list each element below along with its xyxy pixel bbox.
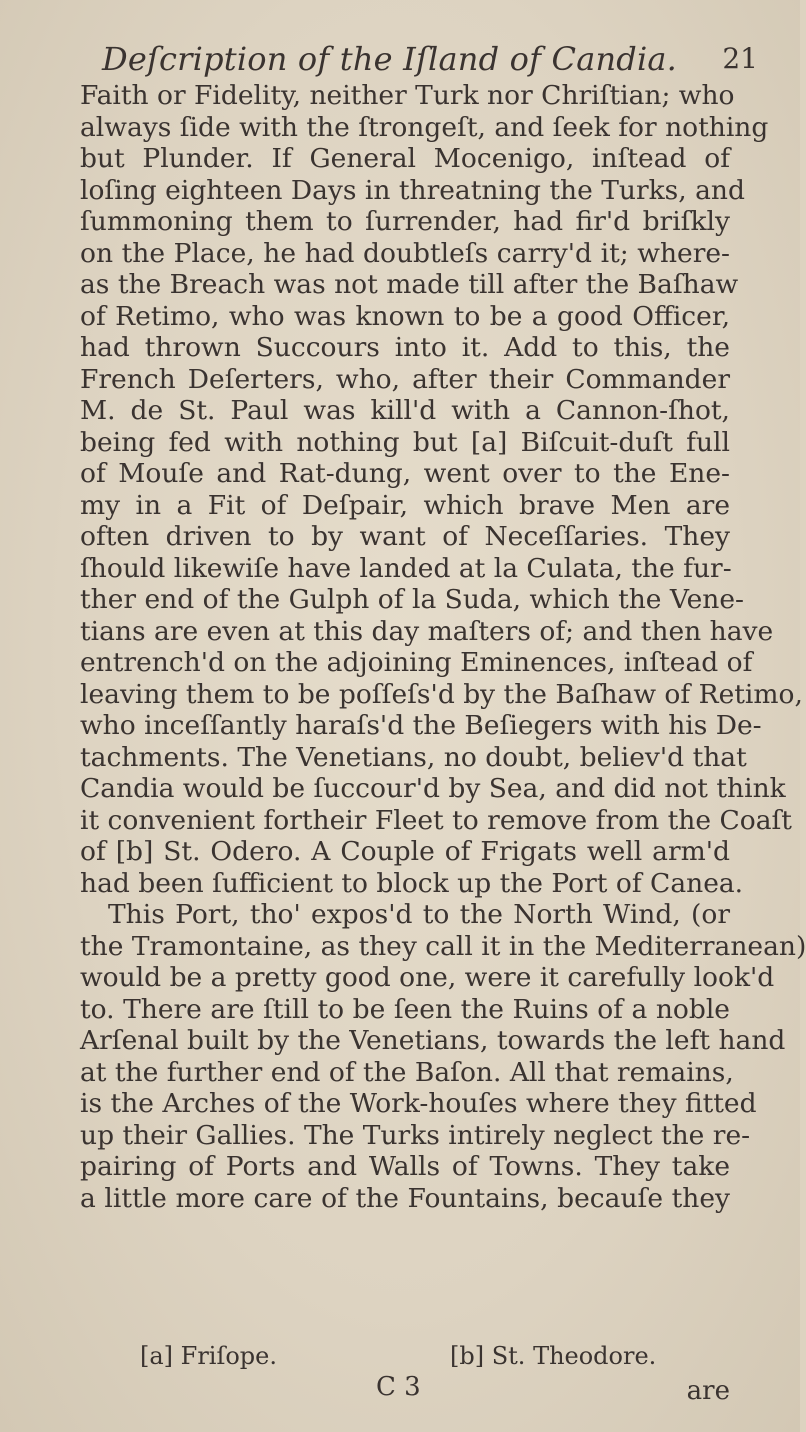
text-line: of Mouſe and Rat-dung, went over to the Ene- (80, 458, 730, 489)
text-line: often driven to by want of Neceſſaries. They (80, 521, 730, 552)
text-line: but Plunder. If General Mocenigo, inſtead of (80, 143, 730, 174)
text-line: of [b] St. Odero. A Couple of Frigats well arm'd (80, 836, 730, 867)
text-line: French Deſerters, who, after their Commander (80, 363, 730, 395)
text-line: ſummoning them to ſurrender, had fir'd briſkly (80, 206, 730, 237)
text-line: up their Gallies. The Turks intirely neglect the re- (80, 1119, 751, 1151)
text-line: as the Breach was not made till after the Baſhaw (80, 269, 739, 300)
signature-mark: C 3 (376, 1372, 421, 1402)
text-line: M. de St. Paul was kill'd with a Cannon-ſhot, (80, 395, 730, 426)
text-line: a little more care of the Fountains, becauſe they (80, 1182, 730, 1214)
text-line: ſhould likewiſe have landed at la Culata, the fur- (80, 552, 732, 584)
footnote-b: [b] St. Theodore. (450, 1342, 657, 1370)
text-line: This Port, tho' expos'd to the North Wind, (or (108, 899, 730, 930)
page-number: 21 (722, 42, 758, 75)
text-line: tians are even at this day maſters of; and then have (80, 615, 774, 647)
text-line: Arſenal built by the Venetians, towards the left hand (80, 1025, 786, 1056)
text-line: on the Place, he had doubtleſs carry'd it; where- (80, 237, 730, 269)
text-line: pairing of Ports and Walls of Towns. They take (80, 1151, 730, 1182)
running-title: Deſcription of the Iſland of Candia. (102, 40, 678, 78)
body-text (80, 80, 806, 1214)
text-line: had thrown Succours into it. Add to this, the (80, 332, 730, 363)
text-line: Candia would be ſuccour'd by Sea, and did not think (80, 773, 786, 804)
text-line: to. There are ſtill to be ſeen the Ruins of a noble (80, 993, 730, 1025)
text-line: my in a Fit of Deſpair, which brave Men are (80, 489, 730, 521)
text-line: it convenient fortheir Fleet to remove from the Coaſt (80, 804, 792, 836)
running-head (80, 40, 764, 84)
footnotes (140, 1342, 740, 1406)
text-line: would be a pretty good one, were it carefully look'd (80, 962, 775, 993)
text-line: at the further end of the Baſon. All that remains, (80, 1056, 734, 1088)
text-line: who inceſſantly haraſs'd the Beſiegers with his De- (80, 710, 762, 741)
text-line: Faith or Fidelity, neither Turk nor Chriſtian; who (80, 80, 735, 111)
text-line: tachments. The Venetians, no doubt, believ'd that (80, 741, 747, 773)
text-line: ther end of the Gulph of la Suda, which the Vene- (80, 584, 744, 615)
text-line: loſing eighteen Days in threatning the Turks, and (80, 174, 745, 206)
text-line: the Tramontaine, as they call it in the Mediterranean) (80, 930, 806, 962)
text-line: is the Arches of the Work-houſes where they fitted (80, 1088, 757, 1119)
text-line: entrench'd on the adjoining Eminences, inſtead of (80, 647, 753, 678)
text-line: always ſide with the ſtrongeſt, and ſeek for nothing (80, 111, 769, 143)
text-line: being fed with nothing but [a] Biſcuit-duſt full (80, 426, 730, 458)
text-line: of Retimo, who was known to be a good Officer, (80, 300, 730, 332)
catchword: are (686, 1376, 730, 1406)
text-line: had been ſufficient to block up the Port of Canea. (80, 867, 744, 899)
text-line: leaving them to be poſſeſs'd by the Baſhaw of Retimo, (80, 678, 803, 710)
footnote-a: [a] Friſope. (140, 1342, 277, 1370)
